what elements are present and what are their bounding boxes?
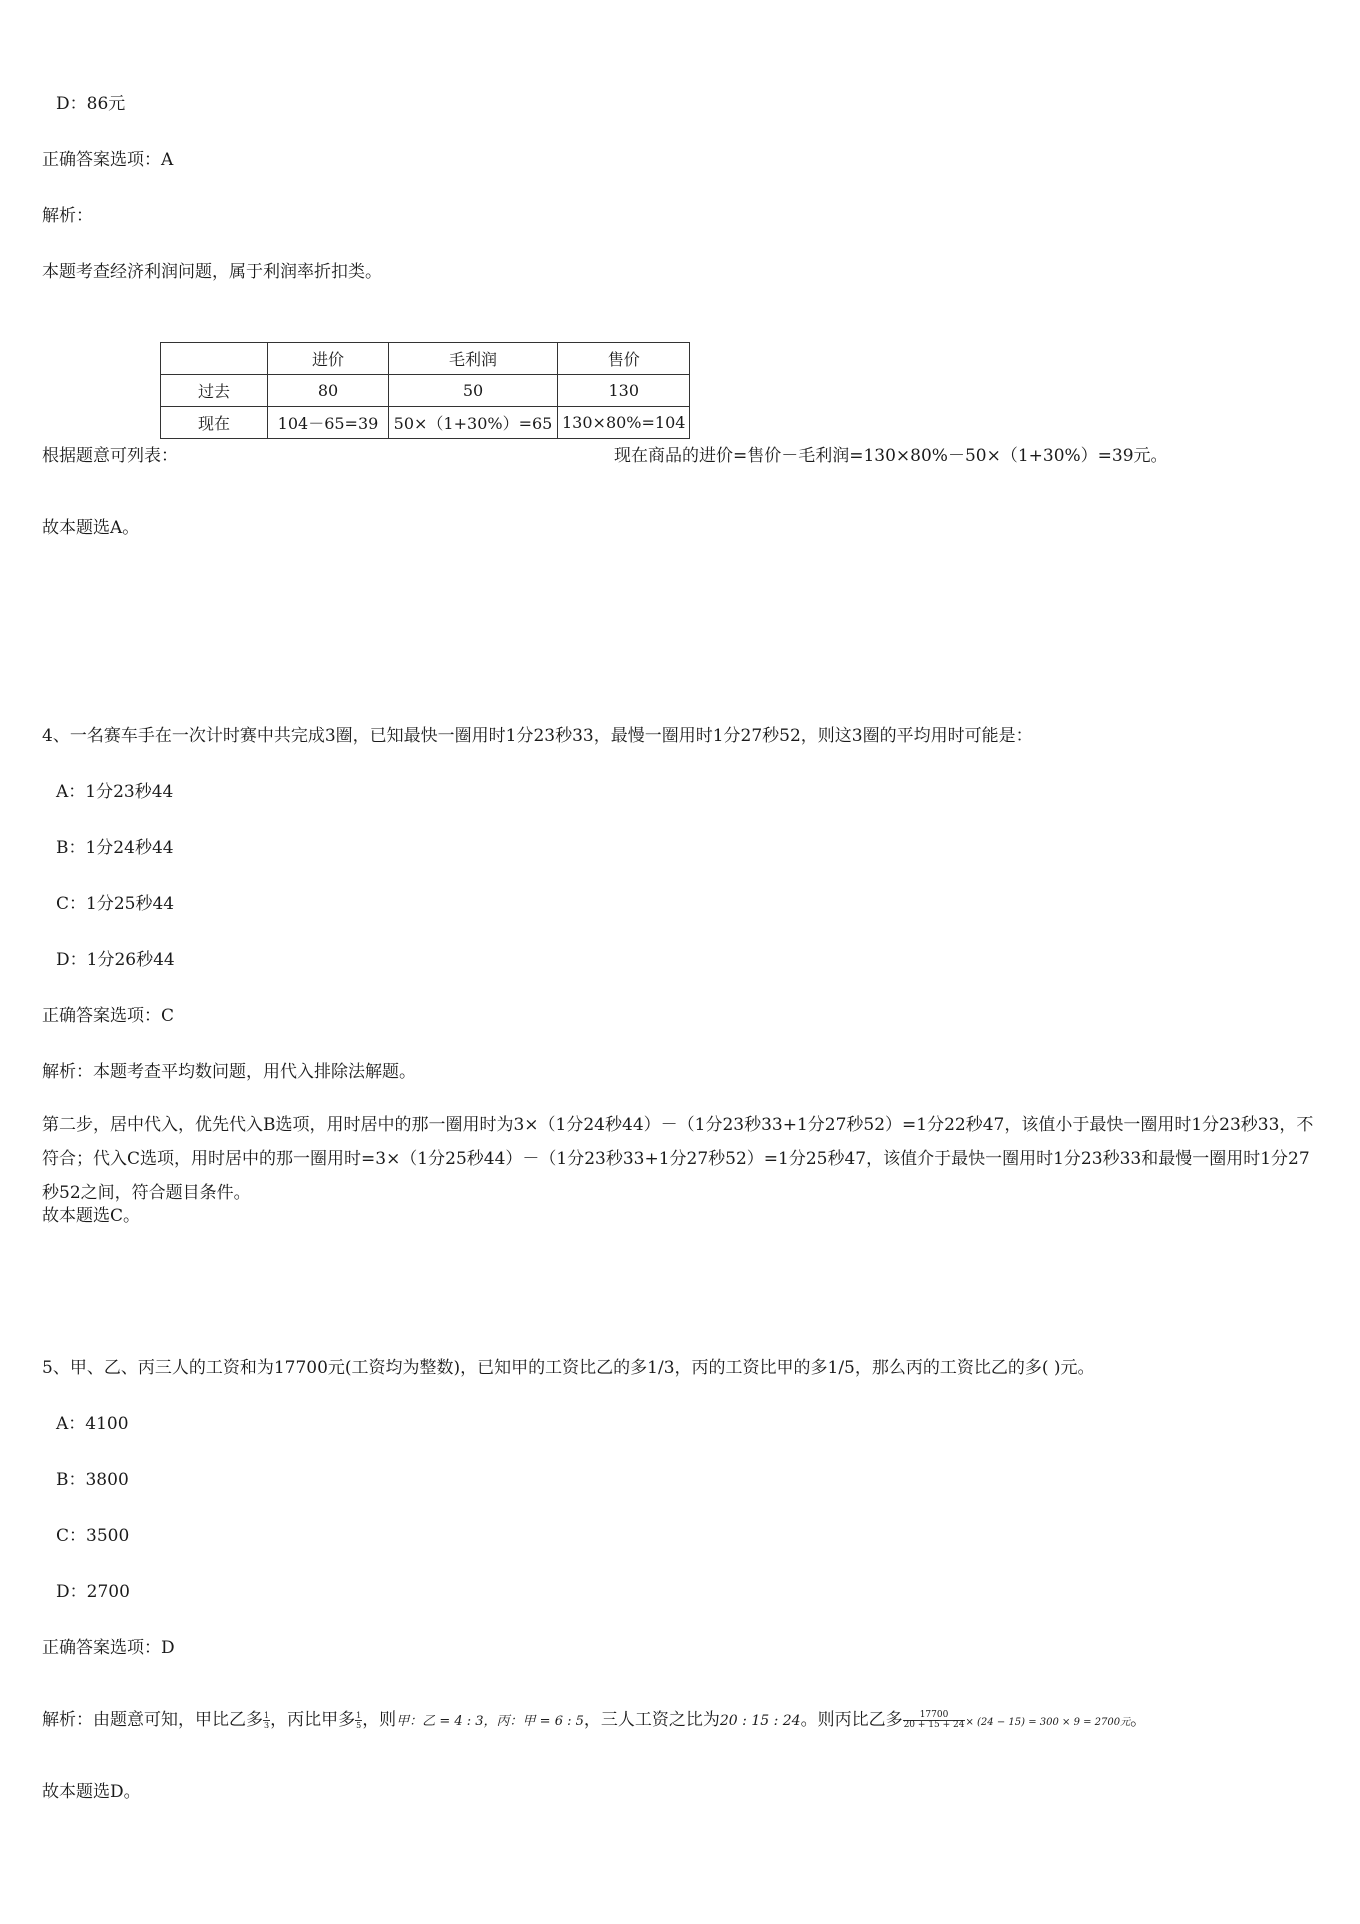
- table-cell: 毛利润: [389, 343, 558, 375]
- price-table: [160, 342, 690, 439]
- question-5: 5、甲、乙、丙三人的工资和为17700元(工资均为整数)，已知甲的工资比乙的多1/3，丙的工资比甲的多1/5，那么丙的工资比乙的多( )元。: [42, 1358, 1095, 1378]
- fraction: [903, 1711, 966, 1730]
- answer-line: 正确答案选项：D: [42, 1638, 175, 1658]
- conclusion: 故本题选A。: [42, 518, 140, 538]
- table-cell: 104－65=39: [268, 407, 389, 439]
- fraction-denominator: 3: [264, 1721, 270, 1730]
- table-row: [161, 375, 690, 407]
- table-cell: 过去: [161, 375, 268, 407]
- conclusion: 故本题选C。: [42, 1206, 141, 1226]
- fraction-numerator: 1: [264, 1711, 270, 1720]
- table-cell: 现在: [161, 407, 268, 439]
- analysis-text: 。: [1130, 1710, 1148, 1730]
- fraction-denominator: 5: [356, 1721, 362, 1730]
- option-b: B：1分24秒44: [56, 838, 174, 858]
- analysis: 解析：本题考查平均数问题，用代入排除法解题。: [42, 1062, 416, 1082]
- option-a: A：1分23秒44: [56, 782, 174, 802]
- answer-line: 正确答案选项：C: [42, 1006, 175, 1026]
- table-cell: 50: [389, 375, 558, 407]
- table-cell: 售价: [558, 343, 690, 375]
- analysis-text: 。则丙比乙多: [800, 1710, 903, 1730]
- option-c: C：3500: [56, 1526, 130, 1546]
- analysis-intro: 本题考查经济利润问题，属于利润率折扣类。: [42, 262, 382, 282]
- analysis-label: 解析：: [42, 206, 93, 226]
- ratio-result: 20 : 15 : 24: [719, 1713, 801, 1729]
- table-cell: 50×（1+30%）=65: [389, 407, 558, 439]
- analysis-step: 第二步，居中代入，优先代入B选项，用时居中的那一圈用时为3×（1分24秒44）－（1分23秒33+1分27秒52）=1分22秒47，该值小于最快一圈用时1分23秒33，不符合；代入C选项，用时居中的那一圈用时=3×（1分25秒44）－（1分23秒33+1分27秒52）=1分25秒47，该值介于最快一圈用时1分23秒33和最慢一圈用时1分27秒52之间，符合题目条件。: [42, 1115, 1314, 1203]
- conclusion: 故本题选D。: [42, 1782, 141, 1802]
- table-row: [161, 407, 690, 439]
- table-cell: 130×80%=104: [558, 407, 690, 439]
- table-lead: 根据题意可列表：: [42, 446, 178, 466]
- option-d: D：2700: [56, 1582, 130, 1602]
- analysis-text: ，则: [362, 1710, 397, 1730]
- ratio-equation: 甲：乙 = 4 : 3，丙：甲 = 6 : 5: [396, 1714, 584, 1729]
- table-cell: 进价: [268, 343, 389, 375]
- answer-line: 正确答案选项：A: [42, 150, 174, 170]
- calc-equation: × (24 − 15) = 300 × 9 = 2700元: [965, 1717, 1131, 1728]
- fraction-numerator: 1: [356, 1711, 362, 1720]
- fraction-denominator: 20 + 15 + 24: [903, 1720, 965, 1730]
- analysis-text: ，三人工资之比为: [583, 1710, 720, 1730]
- option-a: A：4100: [56, 1414, 129, 1434]
- option-c: C：1分25秒44: [56, 894, 175, 914]
- analysis: [42, 1708, 1147, 1735]
- option-d: D：86元: [56, 94, 126, 114]
- table-header-row: [161, 343, 690, 375]
- analysis-text: 解析：由题意可知，甲比乙多: [42, 1710, 263, 1730]
- table-cell: 130: [558, 375, 690, 407]
- option-b: B：3800: [56, 1470, 129, 1490]
- after-table-text: 现在商品的进价=售价－毛利润=130×80%－50×（1+30%）=39元。: [614, 446, 1168, 466]
- fraction-numerator: 17700: [903, 1711, 966, 1721]
- option-d: D：1分26秒44: [56, 950, 175, 970]
- table-cell: 80: [268, 375, 389, 407]
- question-4: 4、一名赛车手在一次计时赛中共完成3圈，已知最快一圈用时1分23秒33，最慢一圈用时1分27秒52，则这3圈的平均用时可能是：: [42, 726, 1033, 746]
- analysis-text: ，丙比甲多: [270, 1710, 356, 1730]
- table-cell: [161, 343, 268, 375]
